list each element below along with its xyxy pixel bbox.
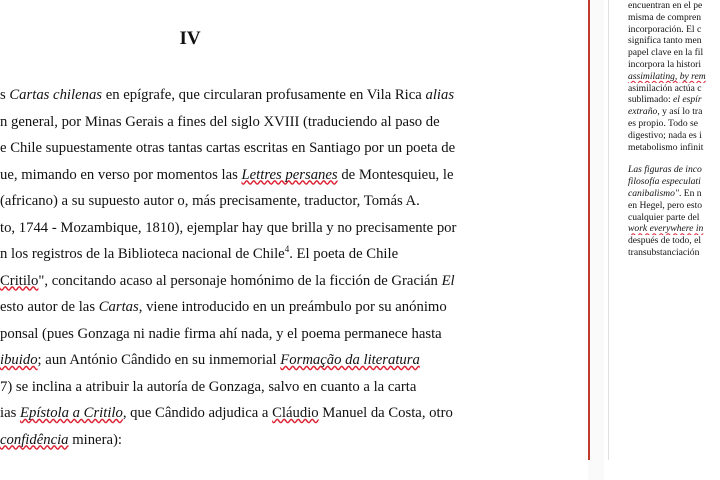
comment-line [628,71,720,83]
comment-paragraph-gap [628,153,720,164]
misspelled-word: Cláudio [272,405,319,421]
text-run: metabolismo infinit [628,141,704,153]
text-run: asimilación actúa c [628,82,702,94]
text-run: canibalismo" [628,187,679,199]
text-run: . En n [678,187,702,199]
comment-line [628,200,720,212]
comment-pane-border [608,0,609,460]
comment-line [628,142,720,154]
text-run: en Hegel, pero esto [628,199,703,211]
text-run: incorporación. El c [628,23,702,35]
misspelled-word: Lettres persanes [241,166,338,183]
comment-connector-line [588,0,590,460]
misspelled-word: Epístola a Critilo [20,405,123,421]
text-run: esto autor de las [0,299,99,315]
comment-line [628,47,720,59]
misspelled-word: Formação da literatura [280,352,420,368]
comment-line [628,106,720,118]
misspelled-word: ibuido [0,352,38,368]
text-run: de Montesquieu, le [337,166,454,183]
text-run: transubstanciación [628,246,700,258]
misspelled-word: assimilating, [628,70,680,82]
body-line [0,268,588,295]
body-line [0,427,588,454]
comment-line [628,94,720,106]
body-line [0,374,588,401]
text-run: to, 1744 - Mozambique, 1810), ejemplar hay que brilla y no precisamente por [0,219,457,236]
comment-line [628,164,720,176]
text-run: , y así lo tra [657,106,703,118]
misspelled-word: work everywhere in [628,223,704,235]
text-run: cualquier parte del [628,211,700,223]
comment-line [628,12,720,24]
misspelled-word: confidência [0,431,69,448]
comment-line [628,223,720,235]
text-run: encuentran en el pe [628,0,703,11]
body-line [0,241,588,268]
text-run: , que Cândido adjudica a [122,405,273,421]
text-run: ponsal (pues Gonzaga ni nadie firma ahí nada, y el poema permanece hasta [0,325,442,342]
text-run: filosofía especulati [628,176,701,188]
text-run: incorpora la histori [628,58,701,70]
text-run: en epígrafe, que circularan profusamente en Vila Rica [102,87,426,103]
text-run: digestivo; nada es i [628,129,702,141]
comment-line [628,83,720,95]
body-text[interactable] [0,82,588,453]
page-gutter [588,0,604,480]
text-run: ias [0,405,20,421]
body-line [0,321,588,348]
text-run: Cartas chilenas [9,87,103,103]
comment-line [628,188,720,200]
text-run: ", concitando acaso al personaje homónimo de la ficción de Gracián [38,272,442,289]
body-line [0,347,588,374]
text-run: (africano) a su supuesto autor o, más precisamente, traductor, Tomás A. [0,193,420,209]
text-run: papel clave en la fil [628,47,704,59]
text-run: n los registros de la Biblioteca nacional de Chile [0,246,285,262]
comment-line [628,247,720,259]
comment-line [628,59,720,71]
body-line [0,215,588,242]
body-line [0,109,588,136]
chapter-numeral: IV [179,28,201,49]
text-run: ; aun António Cândido en su inmemorial [37,352,281,368]
comment-line [628,130,720,142]
body-line [0,188,588,215]
body-line [0,162,588,189]
text-run: sublimado: [628,94,674,106]
text-run: 7) se inclina a atribuir la autoría de Gonzaga, salvo en cuanto a la carta [0,378,417,395]
text-run: e Chile supuestamente otras tantas cartas escritas en Santiago por un poeta de [0,140,456,156]
text-run: n general, por Minas Gerais a fines del siglo XVIII (traduciendo al paso de [0,113,440,130]
text-run: Las figuras de inco [628,164,702,176]
comment-line [628,24,720,36]
text-run: alias [425,87,455,103]
text-run: Manuel da Costa, otro [318,405,453,421]
text-run: Cartas [98,299,139,315]
comment-line [628,176,720,188]
misspelled-word: Critilo [0,272,39,289]
comment-balloon[interactable] [628,0,720,259]
text-run: ue, mimando en verso por momentos las [0,166,242,183]
text-run: significa tanto men [628,35,702,47]
body-line [0,135,588,162]
comment-line [628,212,720,224]
text-run: misma de compren [628,11,701,23]
body-line [0,400,588,427]
text-run: es propio. Todo se [628,117,699,129]
text-run: , viene introducido en un preámbulo por su anónimo [138,299,447,315]
footnote-reference: 4 [284,244,290,255]
comment-line [628,35,720,47]
body-line [0,294,588,321]
text-run: s [0,87,10,103]
comment-line [628,118,720,130]
text-run: extraño [628,106,658,118]
text-run: El [441,272,455,289]
text-run: . El poeta de Chile [289,246,399,262]
comment-line [628,0,720,12]
text-run: minera): [68,431,122,448]
body-line [0,82,588,109]
misspelled-word: by rem [679,70,706,82]
comment-line [628,235,720,247]
text-run: después de todo, el [628,235,702,247]
text-run: el espír [673,94,702,106]
